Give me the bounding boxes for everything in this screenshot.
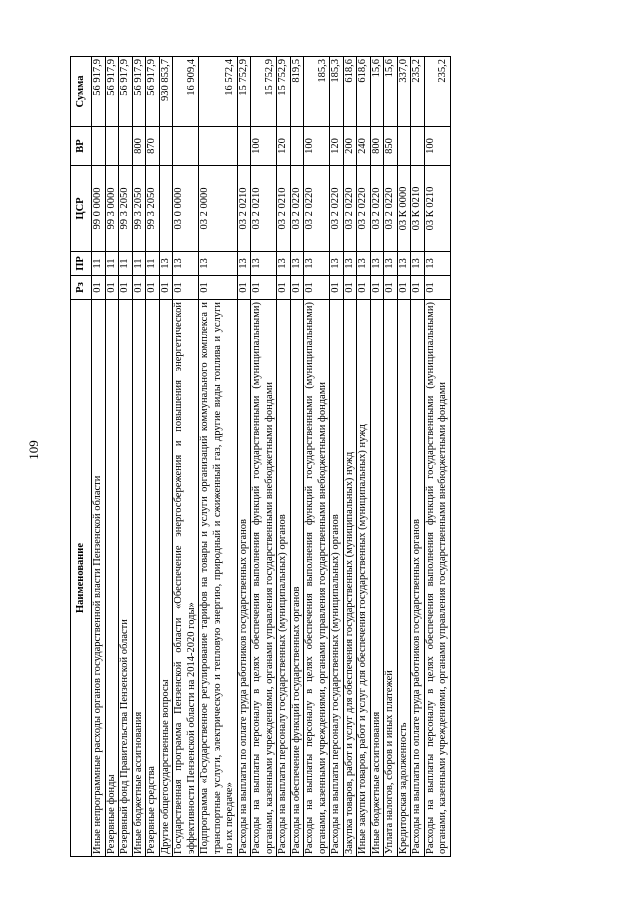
csr-cell: 03 2 0220 xyxy=(290,166,304,252)
vr-cell: 120 xyxy=(330,127,344,166)
vr-cell xyxy=(119,127,133,166)
name-cell: Подпрограмма «Государственное регулирование тарифов на товары и услуги организаций коммунального комплекса и транспортные услуги, электрическую и тепловую энергию, природный и сжиженный газ, другие виды топлива и услуги по их передаче» xyxy=(199,300,238,857)
table-row xyxy=(370,57,384,857)
rz-cell: 01 xyxy=(424,276,450,300)
csr-cell: 03 2 0220 xyxy=(370,166,384,252)
pr-cell: 13 xyxy=(357,252,371,276)
column-header-name: Наименование xyxy=(71,300,92,857)
pr-cell: 13 xyxy=(304,252,330,276)
vr-cell: 100 xyxy=(304,127,330,166)
table-row xyxy=(159,57,173,857)
sum-cell: 16 572,4 xyxy=(199,57,238,127)
rz-cell: 01 xyxy=(173,276,199,300)
csr-cell: 03 2 0220 xyxy=(343,166,357,252)
csr-cell: 03 К 0210 xyxy=(411,166,425,252)
rz-cell: 01 xyxy=(411,276,425,300)
pr-cell: 11 xyxy=(132,252,146,276)
csr-cell: 03 2 0000 xyxy=(199,166,238,252)
sum-cell: 56 917,9 xyxy=(146,57,160,127)
pr-cell: 13 xyxy=(159,252,173,276)
sum-cell: 15,6 xyxy=(384,57,398,127)
pr-cell: 13 xyxy=(277,252,291,276)
name-cell: Резервный фонд Правительства Пензенской области xyxy=(119,300,133,857)
pr-cell: 13 xyxy=(343,252,357,276)
name-cell: Другие общегосударственные вопросы xyxy=(159,300,173,857)
column-header-pr: ПР xyxy=(71,252,92,276)
table-row xyxy=(290,57,304,857)
csr-cell: 03 2 0210 xyxy=(251,166,277,252)
table-body xyxy=(92,57,451,857)
rz-cell: 01 xyxy=(397,276,411,300)
table-row xyxy=(343,57,357,857)
pr-cell: 11 xyxy=(92,252,106,276)
name-cell: Иные непрограммные расходы органов государственной власти Пензенской области xyxy=(92,300,106,857)
rz-cell: 01 xyxy=(330,276,344,300)
table-row xyxy=(397,57,411,857)
pr-cell: 13 xyxy=(290,252,304,276)
sum-cell: 15 752,9 xyxy=(277,57,291,127)
sum-cell: 185,3 xyxy=(304,57,330,127)
table-row xyxy=(304,57,330,857)
table-row xyxy=(237,57,251,857)
column-header-vr: ВР xyxy=(71,127,92,166)
page-number: 109 xyxy=(26,440,41,460)
table-row xyxy=(330,57,344,857)
sum-cell: 235,2 xyxy=(411,57,425,127)
csr-cell: 03 К 0210 xyxy=(424,166,450,252)
csr-cell: 03 2 0220 xyxy=(330,166,344,252)
csr-cell: 99 3 2050 xyxy=(146,166,160,252)
name-cell: Иные закупки товаров, работ и услуг для обеспечения государственных (муниципальных) нужд xyxy=(357,300,371,857)
rz-cell: 01 xyxy=(199,276,238,300)
name-cell: Расходы на выплаты персоналу в целях обеспечения выполнения функций государственными (муниципальными) органами, казенными учреждениями, органами управления государственными внебюджетными фондами xyxy=(251,300,277,857)
sum-cell: 56 917,9 xyxy=(105,57,119,127)
rz-cell: 01 xyxy=(251,276,277,300)
name-cell: Расходы на выплаты персоналу в целях обеспечения выполнения функций государственными (муниципальными) органами, казенными учреждениями, органами управления государственными внебюджетными фондами xyxy=(304,300,330,857)
rz-cell: 01 xyxy=(370,276,384,300)
vr-cell: 100 xyxy=(251,127,277,166)
sum-cell: 235,2 xyxy=(424,57,450,127)
budget-table xyxy=(70,56,451,857)
vr-cell: 240 xyxy=(357,127,371,166)
pr-cell: 13 xyxy=(330,252,344,276)
table-row xyxy=(146,57,160,857)
table-row xyxy=(132,57,146,857)
vr-cell xyxy=(159,127,173,166)
vr-cell xyxy=(199,127,238,166)
sum-cell: 618,6 xyxy=(343,57,357,127)
vr-cell xyxy=(92,127,106,166)
pr-cell: 11 xyxy=(105,252,119,276)
vr-cell: 100 xyxy=(424,127,450,166)
name-cell: Иные бюджетные ассигнования xyxy=(370,300,384,857)
name-cell: Кредиторская задолженность xyxy=(397,300,411,857)
csr-cell: 03 0 0000 xyxy=(173,166,199,252)
name-cell: Государственная программа Пензенской области «Обеспечение энергосбережения и повышения энергетической эффективности Пензенской области на 2014-2020 годы» xyxy=(173,300,199,857)
name-cell: Расходы на выплаты персоналу государственных (муниципальных) органов xyxy=(330,300,344,857)
name-cell: Расходы на обеспечение функций государственных органов xyxy=(290,300,304,857)
rz-cell: 01 xyxy=(277,276,291,300)
vr-cell xyxy=(237,127,251,166)
rz-cell: 01 xyxy=(132,276,146,300)
rz-cell: 01 xyxy=(146,276,160,300)
pr-cell: 13 xyxy=(173,252,199,276)
table-row xyxy=(424,57,450,857)
csr-cell: 99 3 2050 xyxy=(119,166,133,252)
pr-cell: 13 xyxy=(199,252,238,276)
name-cell: Расходы на выплаты по оплате труда работников государственных органов xyxy=(237,300,251,857)
vr-cell: 800 xyxy=(132,127,146,166)
rotated-page-content xyxy=(70,57,600,857)
pr-cell: 13 xyxy=(411,252,425,276)
sum-cell: 15,6 xyxy=(370,57,384,127)
vr-cell: 870 xyxy=(146,127,160,166)
rz-cell: 01 xyxy=(290,276,304,300)
name-cell: Уплата налогов, сборов и иных платежей xyxy=(384,300,398,857)
csr-cell: 03 2 0210 xyxy=(237,166,251,252)
vr-cell xyxy=(105,127,119,166)
vr-cell xyxy=(411,127,425,166)
column-header-sum: Сумма xyxy=(71,57,92,127)
rz-cell: 01 xyxy=(105,276,119,300)
sum-cell: 930 853,7 xyxy=(159,57,173,127)
sum-cell: 56 917,9 xyxy=(119,57,133,127)
name-cell: Расходы на выплаты персоналу в целях обеспечения выполнения функций государственными (муниципальными) органами, казенными учреждениями, органами управления государственными внебюджетными фондами xyxy=(424,300,450,857)
vr-cell: 200 xyxy=(343,127,357,166)
pr-cell: 13 xyxy=(384,252,398,276)
csr-cell xyxy=(159,166,173,252)
csr-cell: 03 2 0220 xyxy=(384,166,398,252)
sum-cell: 56 917,9 xyxy=(92,57,106,127)
pr-cell: 13 xyxy=(397,252,411,276)
table-row xyxy=(357,57,371,857)
rz-cell: 01 xyxy=(357,276,371,300)
rz-cell: 01 xyxy=(119,276,133,300)
sum-cell: 16 909,4 xyxy=(173,57,199,127)
rz-cell: 01 xyxy=(343,276,357,300)
table-row xyxy=(251,57,277,857)
csr-cell: 03 2 0220 xyxy=(304,166,330,252)
header-row xyxy=(71,57,92,857)
name-cell: Резервные средства xyxy=(146,300,160,857)
sum-cell: 56 917,9 xyxy=(132,57,146,127)
sum-cell: 15 752,9 xyxy=(251,57,277,127)
table-row xyxy=(105,57,119,857)
rz-cell: 01 xyxy=(237,276,251,300)
name-cell: Расходы на выплаты персоналу государственных (муниципальных) органов xyxy=(277,300,291,857)
pr-cell: 13 xyxy=(424,252,450,276)
sum-cell: 337,0 xyxy=(397,57,411,127)
pr-cell: 11 xyxy=(146,252,160,276)
rz-cell: 01 xyxy=(159,276,173,300)
vr-cell xyxy=(173,127,199,166)
csr-cell: 03 2 0210 xyxy=(277,166,291,252)
pr-cell: 11 xyxy=(119,252,133,276)
csr-cell: 99 0 0000 xyxy=(92,166,106,252)
rz-cell: 01 xyxy=(384,276,398,300)
name-cell: Закупка товаров, работ и услуг для обеспечения государственных (муниципальных) нужд xyxy=(343,300,357,857)
sum-cell: 15 752,9 xyxy=(237,57,251,127)
column-header-rz: Рз xyxy=(71,276,92,300)
pr-cell: 13 xyxy=(370,252,384,276)
csr-cell: 99 3 2050 xyxy=(132,166,146,252)
rz-cell: 01 xyxy=(304,276,330,300)
table-row xyxy=(411,57,425,857)
name-cell: Иные бюджетные ассигнования xyxy=(132,300,146,857)
vr-cell xyxy=(290,127,304,166)
vr-cell xyxy=(397,127,411,166)
csr-cell: 99 3 0000 xyxy=(105,166,119,252)
sum-cell: 618,6 xyxy=(357,57,371,127)
sum-cell: 819,5 xyxy=(290,57,304,127)
sum-cell: 185,3 xyxy=(330,57,344,127)
table-row xyxy=(277,57,291,857)
table-row xyxy=(119,57,133,857)
column-header-csr: ЦСР xyxy=(71,166,92,252)
csr-cell: 03 К 0000 xyxy=(397,166,411,252)
table-row xyxy=(384,57,398,857)
name-cell: Расходы на выплаты по оплате труда работников государственных органов xyxy=(411,300,425,857)
vr-cell: 800 xyxy=(370,127,384,166)
table-row xyxy=(173,57,199,857)
rz-cell: 01 xyxy=(92,276,106,300)
table-row xyxy=(199,57,238,857)
csr-cell: 03 2 0220 xyxy=(357,166,371,252)
vr-cell: 120 xyxy=(277,127,291,166)
pr-cell: 13 xyxy=(251,252,277,276)
vr-cell: 850 xyxy=(384,127,398,166)
pr-cell: 13 xyxy=(237,252,251,276)
table-row xyxy=(92,57,106,857)
name-cell: Резервные фонды xyxy=(105,300,119,857)
